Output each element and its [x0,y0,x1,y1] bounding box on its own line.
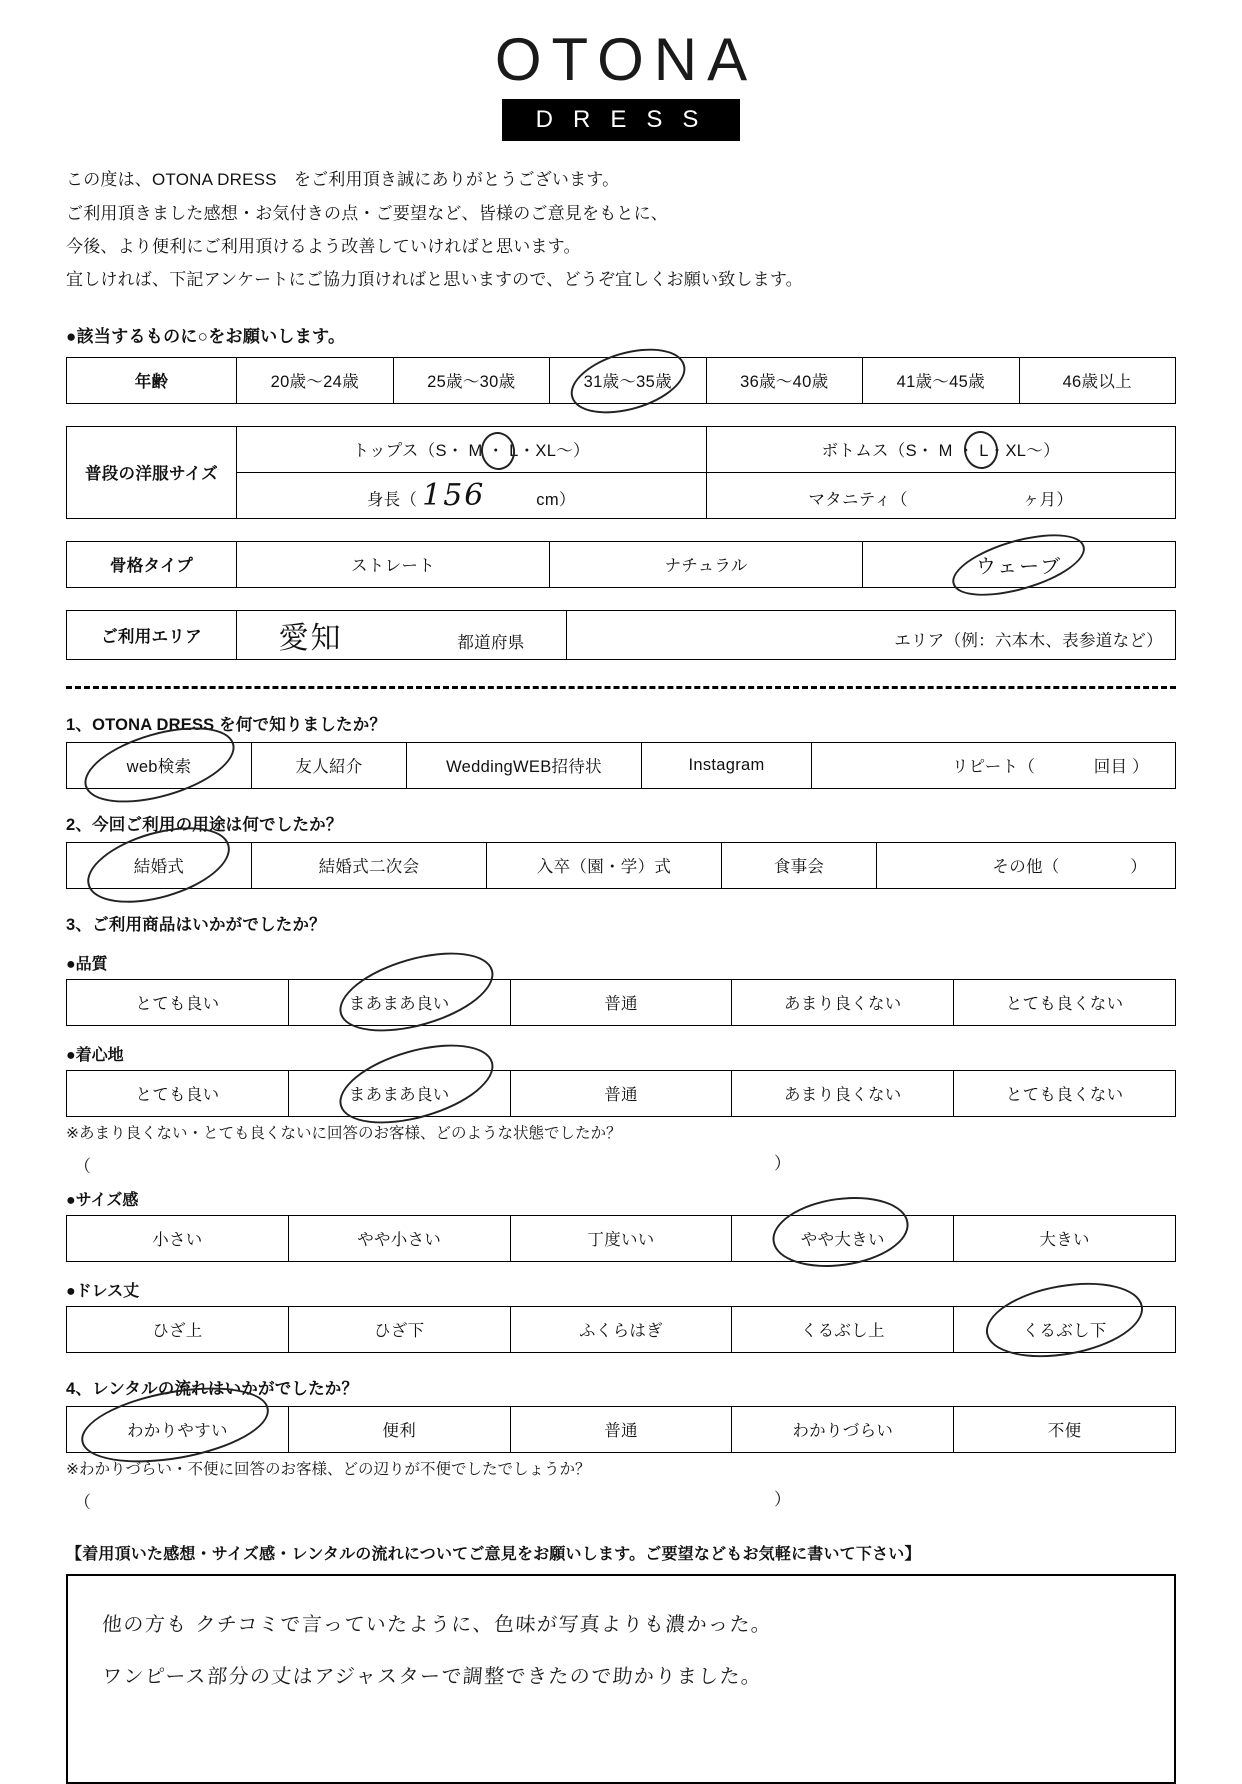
q3-dress-length-option-4-label: くるぶし下 [1022,1322,1107,1341]
q3-comfort-option-3[interactable]: あまり良くない [732,1070,954,1116]
area-label: ご利用エリア [67,610,237,659]
height-prefix: 身長（ [366,490,418,509]
tops-sizes: S・ M ・ L・XL～ [435,442,573,461]
selection-circle-mark [478,430,517,472]
bone-type-option-0[interactable]: ストレート [237,541,550,587]
table-row [67,426,1176,472]
prefecture-cell[interactable] [237,610,567,659]
q1-repeat-suffix: 回目 ） [1093,758,1149,777]
comment-line-2: ワンピース部分の丈はアジャスターで調整できたので助かりました。 [101,1663,764,1688]
q1-option-4[interactable] [812,742,1176,788]
age-label: 年齢 [67,357,237,403]
q1-option-3[interactable]: Instagram [642,742,812,788]
maternity-cell[interactable] [706,472,1176,518]
q4-option-1[interactable]: 便利 [288,1406,510,1452]
q3-quality-option-1[interactable] [288,979,510,1025]
q3-comfort-free-left-paren: （ [74,1156,91,1176]
intro-line-4: 宜しければ、下記アンケートにご協力頂ければと思いますので、どうぞ宜しくお願い致します。 [66,269,803,289]
clothing-size-label: 普段の洋服サイズ [67,426,237,518]
age-option-1[interactable]: 25歳～30歳 [393,357,550,403]
brand-subtitle: DRESS [502,99,741,141]
intro-paragraph [66,163,1242,296]
maternity-unit: ヶ月） [1022,490,1074,509]
comment-heading: 【着用頂いた感想・サイズ感・レンタルの流れについてご意見をお願いします。ご要望などもお気軽に書いて下さい】 [66,1545,921,1563]
intro-line-3: 今後、より便利にご利用頂けるよう改善していければと思います。 [66,236,581,256]
q3-comfort-option-2[interactable]: 普通 [510,1070,732,1116]
q1-option-2[interactable]: WeddingWEB招待状 [407,742,642,788]
q3-comfort-free-input[interactable] [74,1149,1242,1176]
brand-logo [0,0,1242,141]
tops-suffix: ） [573,442,590,461]
q3-size-feel-table [66,1215,1176,1262]
q3-dress-length-option-0[interactable]: ひざ上 [67,1306,289,1352]
q3-size-feel-label: ●サイズ感 [66,1191,139,1209]
selection-circle-mark [946,522,1092,607]
comment-box[interactable] [66,1574,1176,1784]
brand-name: OTONA [494,26,758,93]
q3-comfort-option-4[interactable]: とても良くない [954,1070,1176,1116]
q3-comfort-option-1[interactable] [288,1070,510,1116]
selection-circle-mark [563,336,692,424]
table-row [67,357,1176,403]
q2-option-3[interactable]: 食事会 [722,842,877,888]
q4-free-left-paren: （ [74,1492,91,1512]
tops-size-cell[interactable] [237,426,707,472]
q4-free-right-paren: ） [774,1489,791,1509]
q3-dress-length-option-4[interactable] [954,1306,1176,1352]
q4-title: 4、レンタルの流れはいかがでしたか？ [66,1379,359,1398]
intro-line-1: この度は、OTONA DRESS をご利用頂き誠にありがとうございます。 [66,170,620,190]
q4-table [66,1406,1176,1453]
q2-other-suffix: ） [1130,858,1147,877]
q3-title: 3、ご利用商品はいかがでしたか？ [66,915,326,934]
area-table [66,610,1176,660]
q2-title: 2、今回ご利用の用途は何でしたか？ [66,815,343,834]
q3-size-feel-option-3[interactable] [732,1215,954,1261]
bottoms-suffix: ） [1043,442,1060,461]
q3-quality-option-4[interactable]: とても良くない [954,979,1176,1025]
table-row [67,742,1176,788]
q3-size-feel-option-4[interactable]: 大きい [954,1215,1176,1261]
age-option-4[interactable]: 41歳～45歳 [863,357,1020,403]
q3-dress-length-option-2[interactable]: ふくらはぎ [510,1306,732,1352]
height-value: 156 [422,477,486,513]
q4-option-0[interactable] [67,1406,289,1452]
q3-dress-length-option-3[interactable]: くるぶし上 [732,1306,954,1352]
q4-free-input[interactable] [74,1485,1242,1512]
table-row [67,1070,1176,1116]
q4-option-2[interactable]: 普通 [510,1406,732,1452]
q4-note: ※わかりづらい・不便に回答のお客様、どの辺りが不便でしたでしょうか？ [66,1460,591,1478]
q2-option-4-label: その他（ [992,858,1060,877]
prefecture-label: 都道府県 [457,633,525,652]
q3-dress-length-table [66,1306,1176,1353]
bone-type-option-2-label: ウェーブ [975,553,1063,578]
age-table [66,357,1176,404]
q3-quality-option-1-label: まあまあ良い [348,995,450,1014]
intro-line-2: ご利用頂きました感想・お気付きの点・ご要望など、皆様のご意見をもとに、 [66,203,668,223]
age-option-2-label: 31歳～35歳 [583,373,672,392]
instruction-text: ●該当するものに○をお願いします。 [66,326,346,346]
q4-option-3[interactable]: わかりづらい [732,1406,954,1452]
q3-comfort-option-0[interactable]: とても良い [67,1070,289,1116]
q3-comfort-option-1-label: まあまあ良い [348,1086,450,1105]
q2-table [66,842,1176,889]
age-option-5[interactable]: 46歳以上 [1019,357,1176,403]
height-cell[interactable] [237,472,707,518]
q4-option-0-label: わかりやすい [126,1422,228,1441]
q2-option-4[interactable] [877,842,1176,888]
table-row [67,1306,1176,1352]
q3-comfort-table [66,1070,1176,1117]
area-detail-cell[interactable] [567,610,1176,659]
bone-type-option-2[interactable] [863,541,1176,587]
q2-option-0[interactable] [67,842,252,888]
age-option-2[interactable] [550,357,707,403]
bone-type-table [66,541,1176,588]
bone-type-label: 骨格タイプ [67,541,237,587]
bottoms-prefix: ボトムス（ [821,442,906,461]
bone-type-option-1[interactable]: ナチュラル [550,541,863,587]
q3-size-feel-option-0[interactable]: 小さい [67,1215,289,1261]
clothing-size-table [66,426,1176,519]
q3-comfort-label: ●着心地 [66,1046,124,1064]
age-option-3[interactable]: 36歳～40歳 [706,357,863,403]
table-row [67,610,1176,659]
q1-option-0[interactable] [67,742,252,788]
table-row [67,1406,1176,1452]
q3-size-feel-option-1[interactable]: やや小さい [288,1215,510,1261]
table-row [67,1215,1176,1261]
table-row [67,979,1176,1025]
section-divider [66,686,1176,689]
q3-quality-option-2[interactable]: 普通 [510,979,732,1025]
comment-line-1: 他の方も クチコミで言っていたように、色味が写真よりも濃かった。 [101,1611,774,1636]
table-row [67,842,1176,888]
q3-size-feel-option-2[interactable]: 丁度いい [510,1215,732,1261]
q2-option-0-label: 結婚式 [133,858,185,877]
prefecture-value: 愛知 [278,620,343,656]
q3-comfort-free-right-paren: ） [774,1153,791,1173]
q3-quality-table [66,979,1176,1026]
q2-option-1[interactable]: 結婚式二次会 [252,842,487,888]
q2-option-2[interactable]: 入卒（園・学）式 [487,842,722,888]
q3-quality-label: ●品質 [66,955,108,973]
maternity-prefix: マタニティ（ [808,490,908,509]
area-detail-label: エリア（例：六本木、表参道など） [894,631,1163,650]
q1-option-4-label: リピート（ [951,758,1036,777]
q1-title: 1、OTONA DRESS を何で知りましたか？ [66,715,387,734]
q3-quality-option-3[interactable]: あまり良くない [732,979,954,1025]
q3-quality-option-0[interactable]: とても良い [67,979,289,1025]
q3-dress-length-option-1[interactable]: ひざ下 [288,1306,510,1352]
q3-size-feel-option-3-label: やや大きい [800,1231,885,1250]
bottoms-size-cell[interactable] [706,426,1176,472]
q4-option-4[interactable]: 不便 [954,1406,1176,1452]
tops-prefix: トップス（ [352,442,436,461]
q1-option-0-label: web検索 [126,758,192,777]
q1-option-1[interactable]: 友人紹介 [252,742,407,788]
height-unit: cm） [536,490,576,509]
q3-comfort-note: ※あまり良くない・とても良くないに回答のお客様、どのような状態でしたか？ [66,1124,622,1142]
table-row [67,541,1176,587]
age-option-0[interactable]: 20歳～24歳 [237,357,394,403]
q1-table [66,742,1176,789]
selection-circle-mark [962,429,1001,471]
bottoms-sizes: S・ M ・ L・XL～ [905,442,1044,461]
q3-dress-length-label: ●ドレス丈 [66,1282,140,1300]
